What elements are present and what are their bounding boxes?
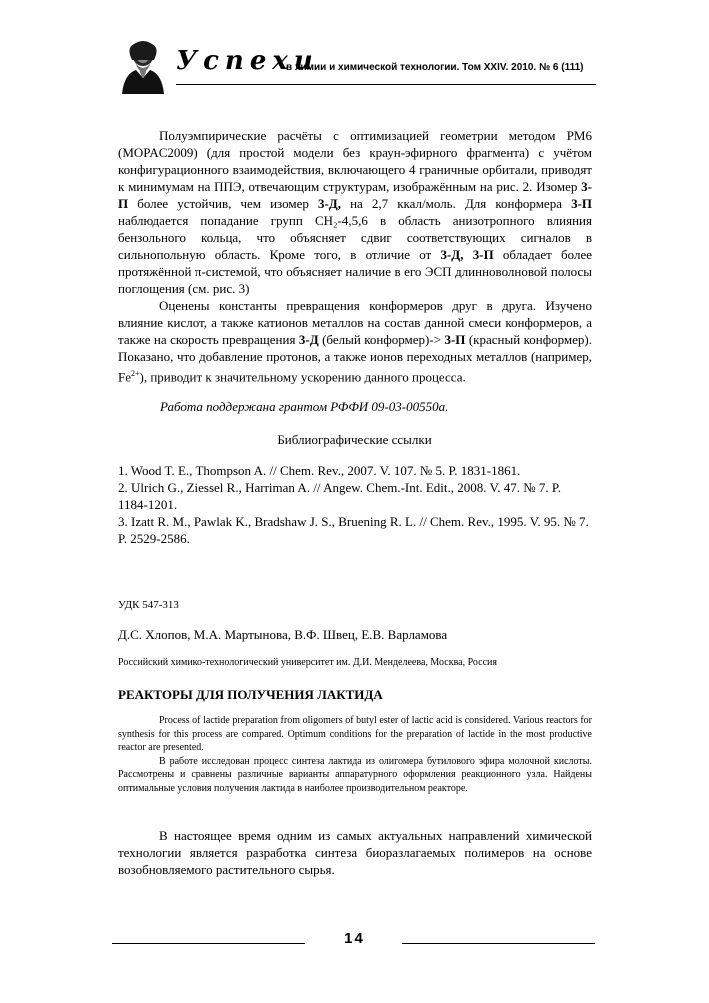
references-list bbox=[118, 462, 592, 547]
mendeleev-portrait-logo bbox=[118, 38, 168, 94]
udk-code: УДК 547-313 bbox=[118, 599, 179, 611]
page-number: 14 bbox=[344, 930, 365, 947]
intro-paragraph: В настоящее время одним из самых актуальных направлений химической технологии является разработка синтеза биоразлагаемых полимеров на основе возобновляемого растительного сырья. bbox=[118, 828, 592, 877]
body-text bbox=[118, 127, 592, 385]
abstract-block bbox=[118, 714, 592, 795]
article-affiliation: Российский химико-технологический университет им. Д.И. Менделеева, Москва, Россия bbox=[118, 657, 497, 668]
reference-item: 1. Wood T. E., Thompson A. // Chem. Rev., 2007. V. 107. № 5. P. 1831-1861. bbox=[118, 463, 521, 478]
grant-note: Работа поддержана грантом РФФИ 09-03-00550а. bbox=[160, 399, 449, 414]
paragraph-1: Полуэмпирические расчёты с оптимизацией геометрии методом PM6 (MOPAC2009) (для простой модели без краун-эфирного фрагмента) с учётом конфигурационного взаимодействия, включающего 4 граничные орбитали, приводят к минимумам на ППЭ, отвечающим структурам, изображённым на рис. 2. Изомер 3-П более устойчив, чем изомер 3-Д, на 2,7 ккал/моль. Для конформера 3-П наблюдается попадание групп CH₂-4,5,6 в область анизотропного влияния бензольного кольца, что объясняет сдвиг соответствующих сигналов в сильнопольную область. Кроме того, в отличие от 3-Д, 3-П обладает более протяжённой π-системой, что объясняет наличие в его ЭСП длинноволновой полосы поглощения (см. рис. 3) bbox=[118, 128, 593, 296]
footer-rule-right bbox=[402, 943, 595, 944]
references-title: Библиографические ссылки bbox=[277, 432, 432, 447]
header-rule bbox=[176, 84, 596, 85]
journal-issue: в химии и химической технологии. Том XXIV. 2010. № 6 (111) bbox=[286, 62, 584, 73]
journal-name-uspehi: Успехи bbox=[176, 46, 319, 76]
abstract-english: Process of lactide preparation from oligomers of butyl ester of lactic acid is considered. Various reactors for synthesis for this process are compared. Optimum conditions for the preparation of lactide in the most productive reactor are presented. bbox=[118, 715, 592, 753]
paragraph-2: Оценены константы превращения конформеров друг в друга. Изучено влияние кислот, а также катионов металлов на состав данной смеси конформеров, а также на скорость превращения 3-Д (белый конформер)-> 3-П (красный конформер). Показано, что добавление протонов, а также ионов переходных металлов (например, $Fe^{2+}$), приводит к значительному ускорению данного процесса. bbox=[118, 298, 592, 385]
abstract-russian: В работе исследован процесс синтеза лактида из олигомера бутилового эфира молочной кислоты. Рассмотрены и сравнены различные варианты аппаратурного оформления реакционного узла. Найдены оптимальные условия получения лактида в наиболее производительном реакторе. bbox=[118, 755, 592, 794]
article-authors: Д.С. Хлопов, М.А. Мартынова, В.Ф. Швец, Е.В. Варламова bbox=[118, 627, 448, 642]
reference-item: 2. Ulrich G., Ziessel R., Harriman A. // Angew. Chem.-Int. Edit., 2008. V. 47. № 7. P. 1184-1201. bbox=[118, 480, 561, 512]
journal-header bbox=[118, 38, 598, 98]
intro-text bbox=[118, 827, 592, 878]
article-title: РЕАКТОРЫ ДЛЯ ПОЛУЧЕНИЯ ЛАКТИДА bbox=[118, 687, 383, 702]
reference-item: 3. Izatt R. M., Pawlak K., Bradshaw J. S., Bruening R. L. // Chem. Rev., 1995. V. 95. № 7. P. 2529-2586. bbox=[118, 514, 589, 546]
